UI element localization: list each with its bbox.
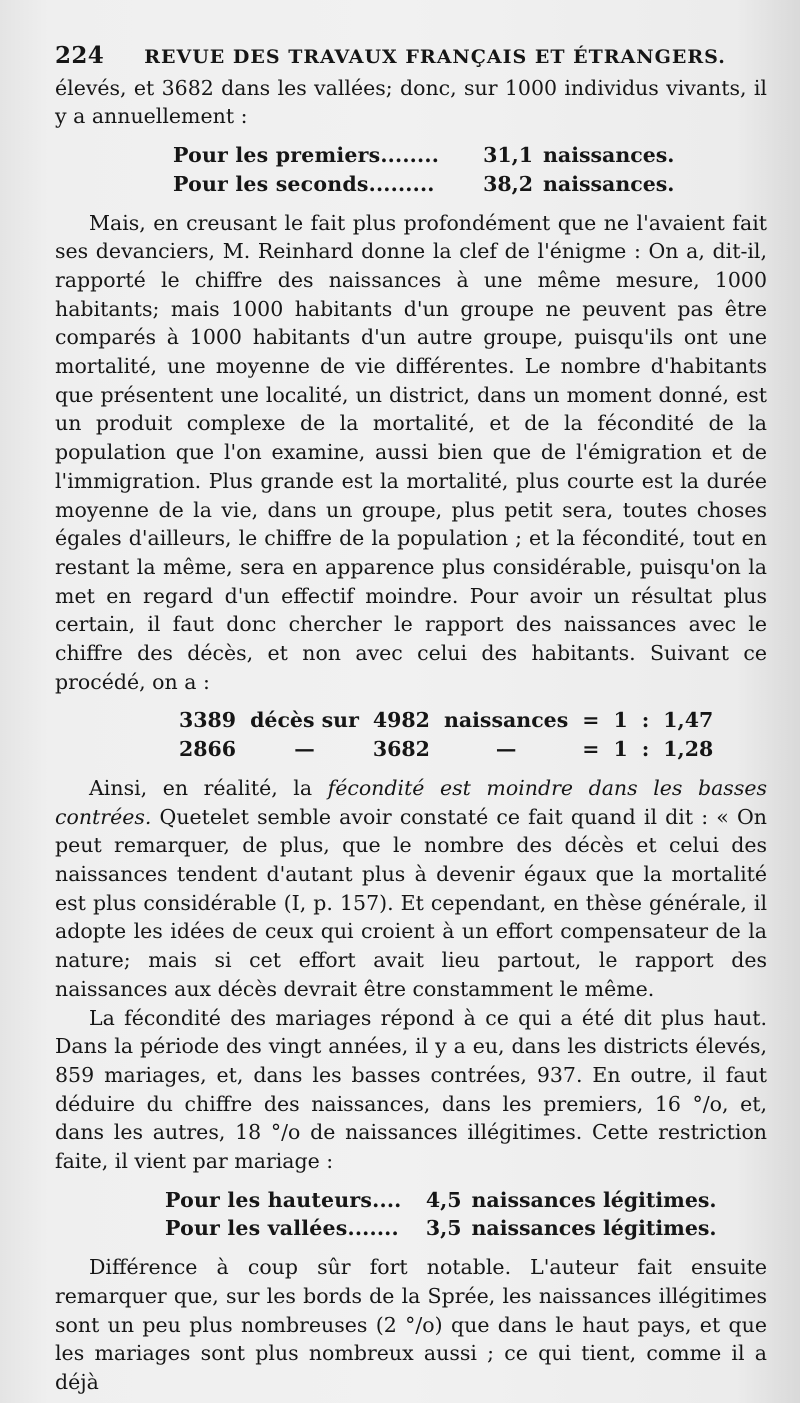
running-header <box>55 42 767 72</box>
row-value: 3,5 <box>425 1216 462 1241</box>
cell: 1 <box>613 737 628 762</box>
row-value: 4,5 <box>425 1187 462 1212</box>
page-content <box>55 42 767 1397</box>
cell: : <box>641 708 650 733</box>
cell: — <box>495 737 517 762</box>
table-row <box>165 1214 717 1243</box>
cell: naissances <box>443 708 569 733</box>
running-title: REVUE DES TRAVAUX FRANÇAIS ET ÉTRANGERS. <box>144 46 726 68</box>
page-number: 224 <box>55 42 105 69</box>
table-row <box>165 1186 717 1215</box>
paragraph-3-rest: Quetelet semble avoir constaté ce fait quand il dit : « On peut remarquer, de plus, que le nombre des décès et celui des naissances tendent d'autant plus à devenir égaux que la mortalité est plus considérable (I, p. 157). Et cependant, en thèse générale, il adopte les idées de ceux qui croient à un effort compensateur de la nature; mais si cet effort avait lieu partout, le rapport des naissances aux décès devrait être constamment le même. <box>55 804 767 1001</box>
row-unit: naissances. <box>543 171 675 196</box>
birth-rate-table <box>173 141 674 198</box>
death-birth-ratio-table <box>179 706 727 763</box>
marriage-fertility-table <box>165 1186 717 1243</box>
cell: : <box>641 737 650 762</box>
paragraph-3-lead: Ainsi, en réalité, la <box>89 775 328 800</box>
cell: 2866 <box>179 737 237 762</box>
paragraph-3 <box>55 774 767 1004</box>
cell: 3389 <box>179 708 237 733</box>
row-unit: naissances. <box>543 143 675 168</box>
cell: = <box>582 737 600 762</box>
cell: 1 <box>613 708 628 733</box>
paragraph-1: élevés, et 3682 dans les vallées; donc, sur 1000 individus vivants, il y a annuellement : <box>55 75 767 129</box>
row-value: 38,2 <box>483 171 533 196</box>
cell: 3682 <box>372 737 430 762</box>
row-label: Pour les premiers........ <box>173 143 440 168</box>
row-unit: naissances légitimes. <box>471 1216 717 1241</box>
row-value: 31,1 <box>483 143 533 168</box>
row-label: Pour les seconds......... <box>173 171 435 196</box>
cell: = <box>582 708 600 733</box>
cell: 1,28 <box>663 737 714 762</box>
table-row <box>179 706 727 735</box>
row-label: Pour les vallées....... <box>165 1216 399 1241</box>
table-row <box>179 735 727 764</box>
cell: — <box>294 737 315 762</box>
row-label: Pour les hauteurs.... <box>165 1187 402 1212</box>
paragraph-2: Mais, en creusant le fait plus profondément que ne l'avaient fait ses devanciers, M. Reinhard donne la clef de l'énigme : On a, dit-il, rapporté le chiffre des naissances à une même mesure, 1000 habitants; mais 1000 habitants d'un groupe ne peuvent pas être comparés à 1000 habitants d'un autre groupe, puisqu'ils ont une mortalité, une moyenne de vie différentes. Le nombre d'habitants que présentent une localité, un district, dans un moment donné, est un produit complexe de la mortalité, et de la fécondité de la population que l'on examine, aussi bien que de l'émigration et de l'immigration. Plus grande est la mortalité, plus courte est la durée moyenne de la vie, dans un groupe, plus petit sera, toutes choses égales d'ailleurs, le chiffre de la population ; et la fécondité, tout en restant la même, sera en apparence plus considérable, puisqu'on la met en regard d'un effectif moindre. Pour avoir un résultat plus certain, il faut donc chercher le rapport des naissances avec le chiffre des décès, et non avec celui des habitants. Suivant ce procédé, on a : <box>55 210 767 694</box>
table-row <box>173 170 674 199</box>
cell: décès sur <box>250 708 359 733</box>
cell: 4982 <box>372 708 430 733</box>
paragraph-3-italic: fécondité est moindre dans les basses contrées. <box>55 775 767 829</box>
table-row <box>173 141 674 170</box>
paragraph-4: La fécondité des mariages répond à ce qui a été dit plus haut. Dans la période des vingt années, il y a eu, dans les districts élevés, 859 mariages, et, dans les basses contrées, 937. En outre, il faut déduire du chiffre des naissances, dans les premiers, 16 °/o, et, dans les autres, 18 °/o de naissances illégitimes. Cette restriction faite, il vient par mariage : <box>55 1005 767 1174</box>
cell: 1,47 <box>663 708 714 733</box>
paragraph-5: Différence à coup sûr fort notable. L'auteur fait ensuite remarquer que, sur les bords de la Sprée, les naissances illégitimes sont un peu plus nombreuses (2 °/o) que dans le haut pays, et que les mariages sont plus nombreux aussi ; ce qui tient, comme il a déjà <box>55 1255 767 1394</box>
row-unit: naissances légitimes. <box>471 1187 717 1212</box>
